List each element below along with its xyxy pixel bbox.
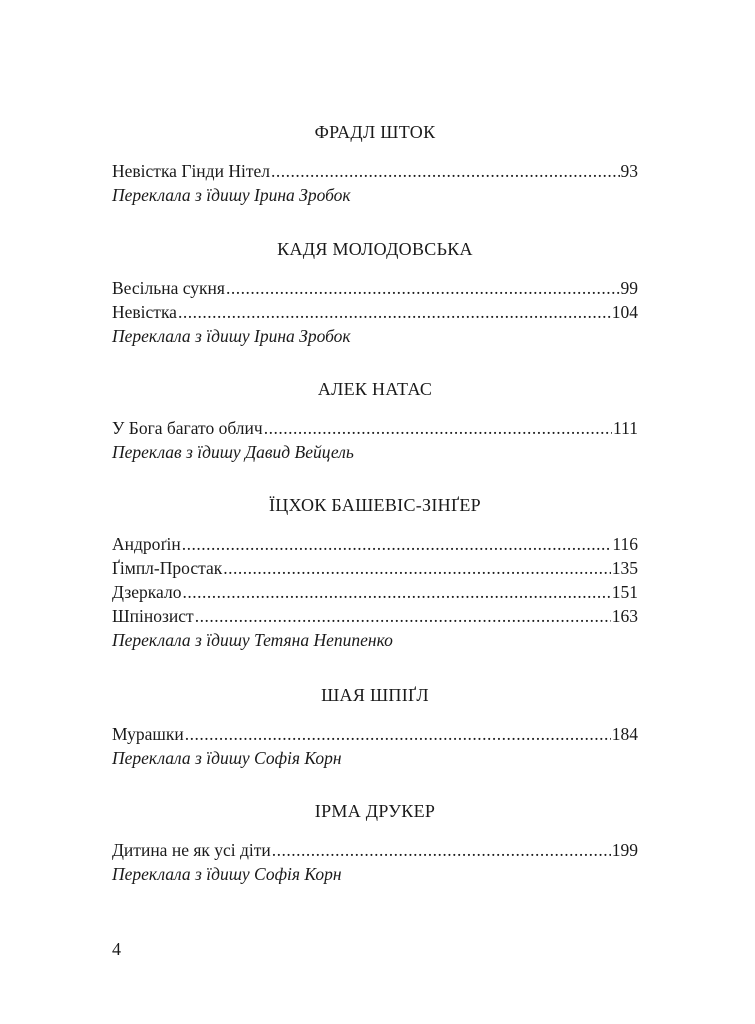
entry-title: У Бога багато облич <box>112 418 263 438</box>
toc-section <box>112 121 638 207</box>
dot-leader <box>272 838 611 862</box>
toc-section <box>112 494 638 652</box>
entry-page: 184 <box>611 724 638 744</box>
page-number: 4 <box>112 939 121 959</box>
entry-title: Дитина не як усі діти <box>112 840 271 860</box>
translator-credit: Переклала з їдишу Софія Корн <box>112 864 342 884</box>
toc-entry[interactable] <box>112 556 638 580</box>
entry-page: 116 <box>612 534 638 554</box>
entry-title: Ґімпл-Простак <box>112 558 223 578</box>
translator-credit: Переклала з їдишу Тетяна Непипенко <box>112 630 393 650</box>
entry-title: Невістка Гінди Нітел <box>112 161 270 181</box>
author-heading: ЇЦХОК БАШЕВІС-ЗІНҐЕР <box>269 495 481 515</box>
toc-entry[interactable] <box>112 159 638 183</box>
dot-leader <box>182 580 610 604</box>
entry-page: 93 <box>620 161 638 181</box>
entry-page: 99 <box>620 278 638 298</box>
translator-credit: Переклав з їдишу Давид Вейцель <box>112 442 354 462</box>
entry-title: Дзеркало <box>112 582 182 602</box>
author-heading: АЛЕК НАТАС <box>317 379 433 399</box>
author-heading: КАДЯ МОЛОДОВСЬКА <box>277 239 473 259</box>
toc-entry[interactable] <box>112 580 638 604</box>
toc-entry[interactable] <box>112 532 638 556</box>
dot-leader <box>264 416 612 440</box>
entry-page: 163 <box>611 606 638 626</box>
dot-leader <box>223 556 611 580</box>
entry-page: 151 <box>611 582 638 602</box>
toc-entry[interactable] <box>112 604 638 628</box>
dot-leader <box>195 604 611 628</box>
author-heading: ІРМА ДРУКЕР <box>314 801 436 821</box>
toc-section <box>112 684 638 770</box>
toc-section <box>112 800 638 886</box>
toc-section <box>112 378 638 464</box>
toc-entry[interactable] <box>112 300 638 324</box>
entry-page: 199 <box>611 840 638 860</box>
entry-title: Андроґін <box>112 534 181 554</box>
entry-title: Мурашки <box>112 724 184 744</box>
toc-section <box>112 238 638 348</box>
entry-title: Невістка <box>112 302 177 322</box>
entry-page: 111 <box>613 418 638 438</box>
dot-leader <box>226 276 620 300</box>
dot-leader <box>271 159 620 183</box>
entry-page: 104 <box>611 302 638 322</box>
toc-entry[interactable] <box>112 416 638 440</box>
translator-credit: Переклала з їдишу Ірина Зробок <box>112 185 351 205</box>
author-heading: ШАЯ ШПІҐЛ <box>321 685 429 705</box>
toc-entry[interactable] <box>112 838 638 862</box>
entry-title: Шпінозист <box>112 606 194 626</box>
dot-leader <box>182 532 612 556</box>
dot-leader <box>178 300 611 324</box>
dot-leader <box>185 722 611 746</box>
translator-credit: Переклала з їдишу Софія Корн <box>112 748 342 768</box>
entry-page: 135 <box>611 558 638 578</box>
toc-entry[interactable] <box>112 276 638 300</box>
toc-entry[interactable] <box>112 722 638 746</box>
entry-title: Весільна сукня <box>112 278 225 298</box>
translator-credit: Переклала з їдишу Ірина Зробок <box>112 326 351 346</box>
author-heading: ФРАДЛ ШТОК <box>314 122 436 142</box>
